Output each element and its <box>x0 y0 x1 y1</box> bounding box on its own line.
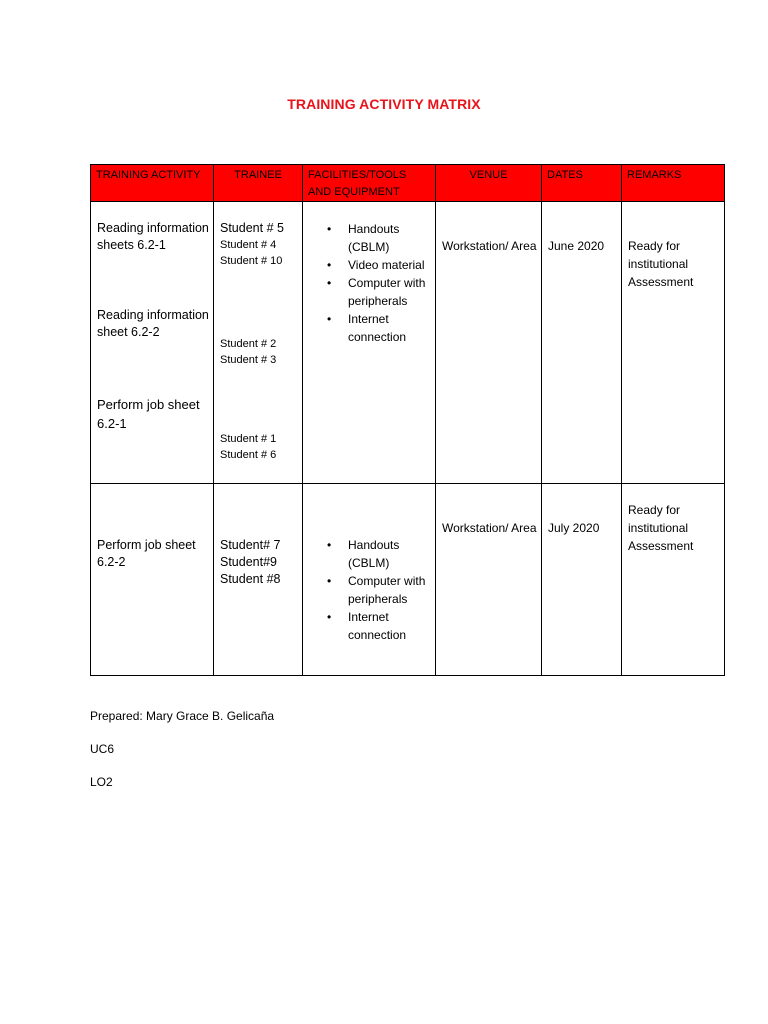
dates-text: July 2020 <box>548 521 600 535</box>
list-item <box>303 608 431 644</box>
trainee-name: Student # 3 <box>220 354 277 366</box>
document-title: TRAINING ACTIVITY MATRIX <box>287 96 481 112</box>
list-item <box>303 220 431 256</box>
facilities-cell <box>303 202 436 484</box>
bullet-icon: • <box>327 610 332 624</box>
dates-cell <box>542 484 622 676</box>
trainee-name: Student # 4 <box>220 239 277 251</box>
trainee-name: Student # 2 <box>220 338 277 350</box>
trainee-cell <box>214 202 303 484</box>
facilities-cell <box>303 484 436 676</box>
facility-text: Handouts (CBLM) <box>348 222 400 254</box>
header-venue: VENUE <box>436 165 542 202</box>
header-training-activity: TRAINING ACTIVITY <box>91 165 214 202</box>
remarks-text: Ready for institutional Assessment <box>628 503 694 553</box>
unit-code: UC6 <box>90 742 115 756</box>
bullet-icon: • <box>327 312 332 326</box>
trainee-group <box>220 537 298 588</box>
bullet-icon: • <box>327 538 332 552</box>
activity-text: Reading information sheets 6.2-1 <box>97 221 209 252</box>
trainee-group <box>220 220 298 269</box>
facility-text: Computer with peripherals <box>348 276 426 308</box>
list-item <box>303 536 431 572</box>
facility-text: Video material <box>348 258 425 272</box>
trainee-name: Student#9 <box>220 555 277 569</box>
header-remarks: REMARKS <box>622 165 725 202</box>
trainee-name: Student # 6 <box>220 449 277 461</box>
trainee-cell <box>214 484 303 676</box>
list-item <box>303 310 431 346</box>
list-item <box>303 274 431 310</box>
training-activity-table <box>90 164 725 676</box>
facility-text: Computer with peripherals <box>348 574 426 606</box>
trainee-name: Student# 7 <box>220 538 281 552</box>
remarks-cell <box>622 484 725 676</box>
facility-text: Handouts (CBLM) <box>348 538 400 570</box>
list-item <box>303 256 431 274</box>
bullet-icon: • <box>327 258 332 272</box>
facility-text: Internet connection <box>348 610 407 642</box>
header-trainee: TRAINEE <box>214 165 303 202</box>
activity-cell <box>91 484 214 676</box>
facilities-list <box>303 536 431 644</box>
trainee-name: Student #8 <box>220 572 281 586</box>
prepared-by: Prepared: Mary Grace B. Gelicaña <box>90 709 275 723</box>
activity-text: Perform job sheet 6.2-1 <box>97 397 200 431</box>
table-row <box>91 202 725 484</box>
venue-text: Workstation/ Area <box>442 521 537 535</box>
trainee-name: Student # 10 <box>220 255 283 267</box>
bullet-icon: • <box>327 222 332 236</box>
venue-cell <box>436 202 542 484</box>
trainee-name: Student # 5 <box>220 221 284 235</box>
activity-text: Reading information sheet 6.2-2 <box>97 308 209 339</box>
trainee-group <box>220 431 298 463</box>
bullet-icon: • <box>327 574 332 588</box>
venue-cell <box>436 484 542 676</box>
trainee-group <box>220 336 298 368</box>
activity-cell <box>91 202 214 484</box>
dates-text: June 2020 <box>548 239 605 253</box>
learning-outcome: LO2 <box>90 775 113 789</box>
trainee-name: Student # 1 <box>220 433 277 445</box>
venue-text: Workstation/ Area <box>442 239 537 253</box>
facilities-list <box>303 220 431 346</box>
bullet-icon: • <box>327 276 332 290</box>
header-facilities: FACILITIES/TOOLS AND EQUIPMENT <box>303 165 436 202</box>
remarks-cell <box>622 202 725 484</box>
activity-text: Perform job sheet 6.2-2 <box>97 538 196 569</box>
table-row <box>91 484 725 676</box>
list-item <box>303 572 431 608</box>
header-dates: DATES <box>542 165 622 202</box>
table-header-row <box>91 165 725 202</box>
remarks-text: Ready for institutional Assessment <box>628 239 694 289</box>
facility-text: Internet connection <box>348 312 407 344</box>
dates-cell <box>542 202 622 484</box>
